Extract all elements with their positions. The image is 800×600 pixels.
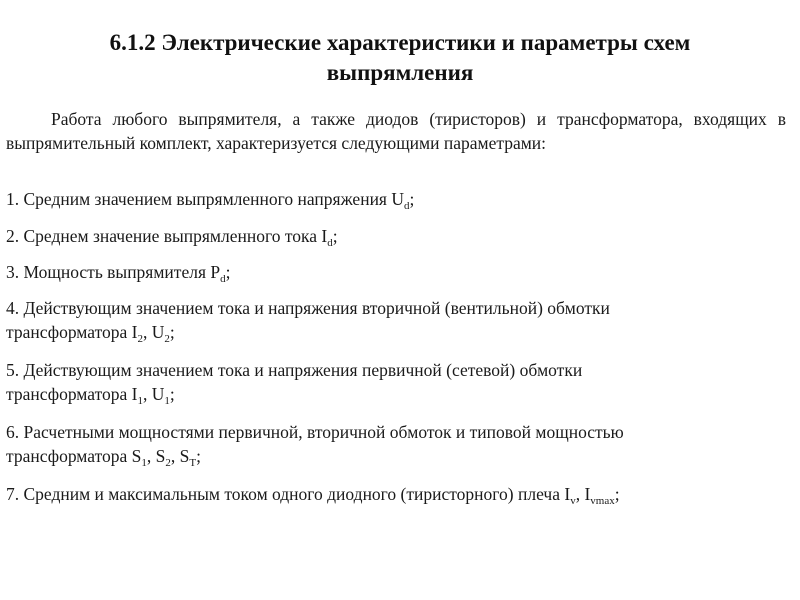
list-item-tail: ; <box>614 484 620 504</box>
list-item-tail: ; <box>225 262 231 282</box>
separator: , I <box>575 484 591 504</box>
intro-paragraph: Работа любого выпрямителя, а также диодов (тиристоров) и трансформатора, входящих в выпрямительный комплект, характеризуется следующими параметрами: <box>6 109 786 153</box>
list-item-tail: ; <box>196 446 201 466</box>
list-item-text: трансформатора S <box>6 446 142 466</box>
list-item-text: 7. Средним и максимальным током одного диодного (тиристорного) плеча I <box>6 484 571 504</box>
subscript: 1 <box>141 457 147 469</box>
list-item-text: 3. Мощность выпрямителя P <box>6 262 221 282</box>
subscript: 2 <box>137 333 143 345</box>
list-item-text: 2. Среднем значение выпрямленного тока I <box>6 226 328 246</box>
list-item-line-2 <box>6 444 792 468</box>
subscript: 2 <box>164 333 170 345</box>
list-item-line-2 <box>6 320 792 344</box>
list-item-tail: ; <box>332 226 338 246</box>
list-item-line-1: 6. Расчетными мощностями первичной, вторичной обмоток и типовой мощностью <box>6 422 624 442</box>
separator: , S <box>146 446 166 466</box>
subscript: 2 <box>165 457 171 469</box>
subscript: d <box>220 273 226 285</box>
list-item-3 <box>6 260 792 288</box>
subscript: d <box>327 237 333 249</box>
separator: , S <box>170 446 190 466</box>
section-title-line-2: выпрямления <box>326 60 474 85</box>
section-title <box>20 28 780 88</box>
list-item-text: трансформатора I <box>6 384 138 404</box>
list-item-tail: ; <box>169 322 175 342</box>
list-item-4 <box>6 296 792 348</box>
list-item-tail: ; <box>169 384 175 404</box>
list-item-text: 1. Средним значением выпрямленного напряжения U <box>6 189 404 209</box>
list-item-text: трансформатора I <box>6 322 138 342</box>
subscript: d <box>404 200 410 212</box>
separator: , U <box>142 384 165 404</box>
subscript: 1 <box>164 395 170 407</box>
subscript: 1 <box>137 395 143 407</box>
list-item-6 <box>6 420 792 472</box>
section-title-line-1: 6.1.2 Электрические характеристики и параметры схем <box>109 30 691 55</box>
list-item-tail: ; <box>409 189 415 209</box>
list-item-1 <box>6 187 792 215</box>
list-item-line-2 <box>6 382 792 406</box>
list-item-7 <box>6 482 792 510</box>
subscript: T <box>189 457 197 469</box>
subscript: v <box>570 495 576 507</box>
list-item-2 <box>6 224 792 252</box>
subscript: vmax <box>590 495 615 507</box>
separator: , U <box>142 322 165 342</box>
list-item-line-1: 4. Действующим значением тока и напряжения вторичной (вентильной) обмотки <box>6 298 610 318</box>
list-item-5 <box>6 358 792 410</box>
list-item-line-1: 5. Действующим значением тока и напряжения первичной (сетевой) обмотки <box>6 360 583 380</box>
parameters-list <box>6 187 792 520</box>
